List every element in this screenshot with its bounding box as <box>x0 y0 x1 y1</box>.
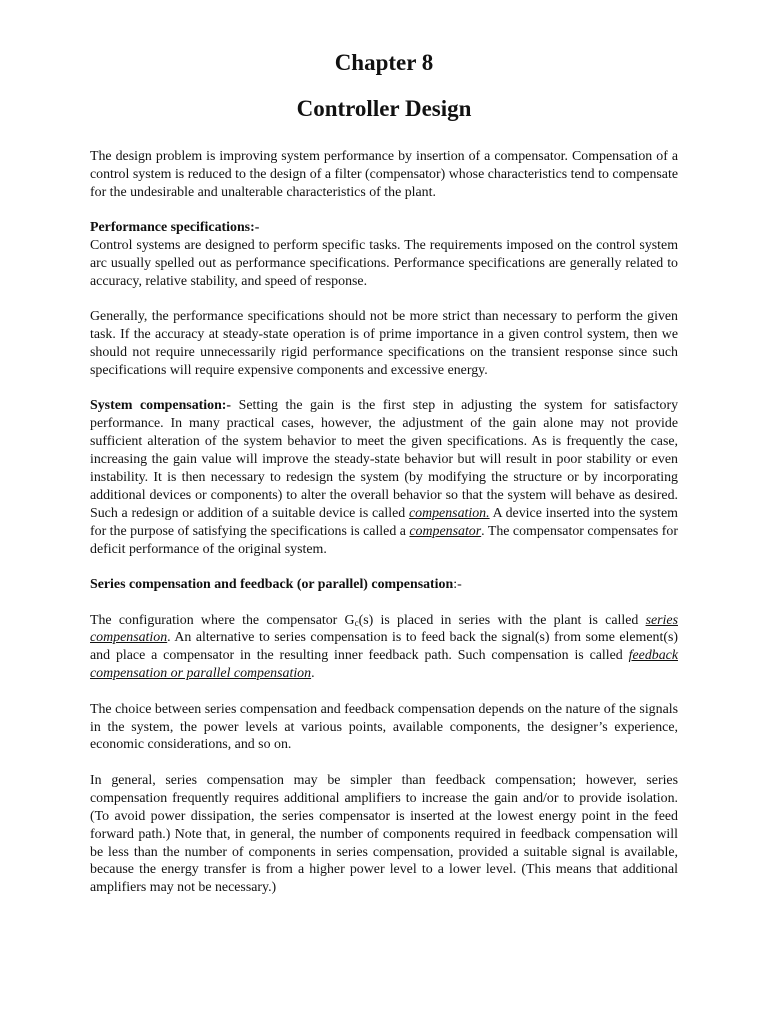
configuration-text-4: . <box>311 666 315 682</box>
configuration-text-2: (s) is placed in series with the plant is called <box>358 612 646 628</box>
compensator-term: compensator <box>409 523 482 539</box>
series-compensation-term: series compensation <box>90 612 678 646</box>
system-compensation-paragraph <box>90 397 678 558</box>
in-general-paragraph: In general, series compensation may be simpler than feedback compensation; however, series compensation frequently requires additional amplifiers to increase the gain and/or to provide isolation. (To avoid power dissipation, the series compensator is inserted at the lowest energy point in the feed forward path.) Note that, in general, the number of components required in feedback compensation will be less than the number of components in series compensation, provided a suitable signal is available, because the energy transfer is from a higher power level to a lower level. (This means that additional amplifiers may not be necessary.) <box>90 772 678 896</box>
compensation-term: compensation. <box>408 505 490 521</box>
intro-paragraph: The design problem is improving system performance by insertion of a compensator. Compensation of a control system is reduced to the design of a filter (compensator) whose characteristics tend to compensate for the undesirable and unalterable characteristics of the plant. <box>90 149 678 200</box>
series-compensation-heading-line <box>90 576 678 594</box>
document-page <box>90 46 678 897</box>
configuration-text-3: . An alternative to series compensation is to feed back the signal(s) from some element(s) and place a compensator in the resulting inner feedback path. Such compensation is called <box>90 630 678 664</box>
system-compensation-text-1: Setting the gain is the first step in adjusting the system for satisfactory performance. In many practical cases, however, the adjustment of the gain alone may not provide sufficient alteration of the system behavior to meet the given specifications. As is frequently the case, increasing the gain value will improve the steady-state behavior but will result in poor stability or even instability. It is then necessary to redesign the system (by modifying the structure or by incorporating additional devices or components) to alter the overall behavior so that the system will behave as desired. Such a redesign or addition of a suitable device is called <box>90 398 679 521</box>
performance-specifications-paragraph: Control systems are designed to perform specific tasks. The requirements imposed on the control system arc usually spelled out as performance specifications. Performance specifications are generally related to accuracy, relative stability, and speed of response. <box>90 238 678 289</box>
system-compensation-text-3: . The compensator compensates for deficit performance of the original system. <box>90 523 679 557</box>
chapter-title: Controller Design <box>296 96 472 121</box>
choice-paragraph: The choice between series compensation and feedback compensation depends on the nature of the signals in the system, the power levels at various points, available components, the designer’s experience, economic considerations, and so on. <box>90 701 678 753</box>
feedback-compensation-term: feedback compensation or parallel compensation <box>90 648 678 682</box>
series-compensation-heading-suffix: :- <box>453 577 462 593</box>
performance-specifications-heading: Performance specifications:- <box>90 220 260 236</box>
system-compensation-heading: System compensation:- <box>90 398 232 414</box>
system-compensation-text-2: A device inserted into the system for the purpose of satisfying the specifications is called a <box>90 505 678 539</box>
subscript-c: c <box>354 617 359 628</box>
generally-paragraph: Generally, the performance specifications should not be more strict than necessary to perform the given task. If the accuracy at steady-state operation is of prime importance in a given control system, then we should not require unnecessarily rigid performance specifications on the transient response since such specifications will require expensive components and excessive energy. <box>90 309 678 379</box>
chapter-label: Chapter 8 <box>334 50 434 75</box>
configuration-text-1: The configuration where the compensator G <box>90 612 355 628</box>
configuration-paragraph <box>90 612 678 684</box>
series-compensation-heading: Series compensation and feedback (or parallel) compensation <box>90 577 454 593</box>
